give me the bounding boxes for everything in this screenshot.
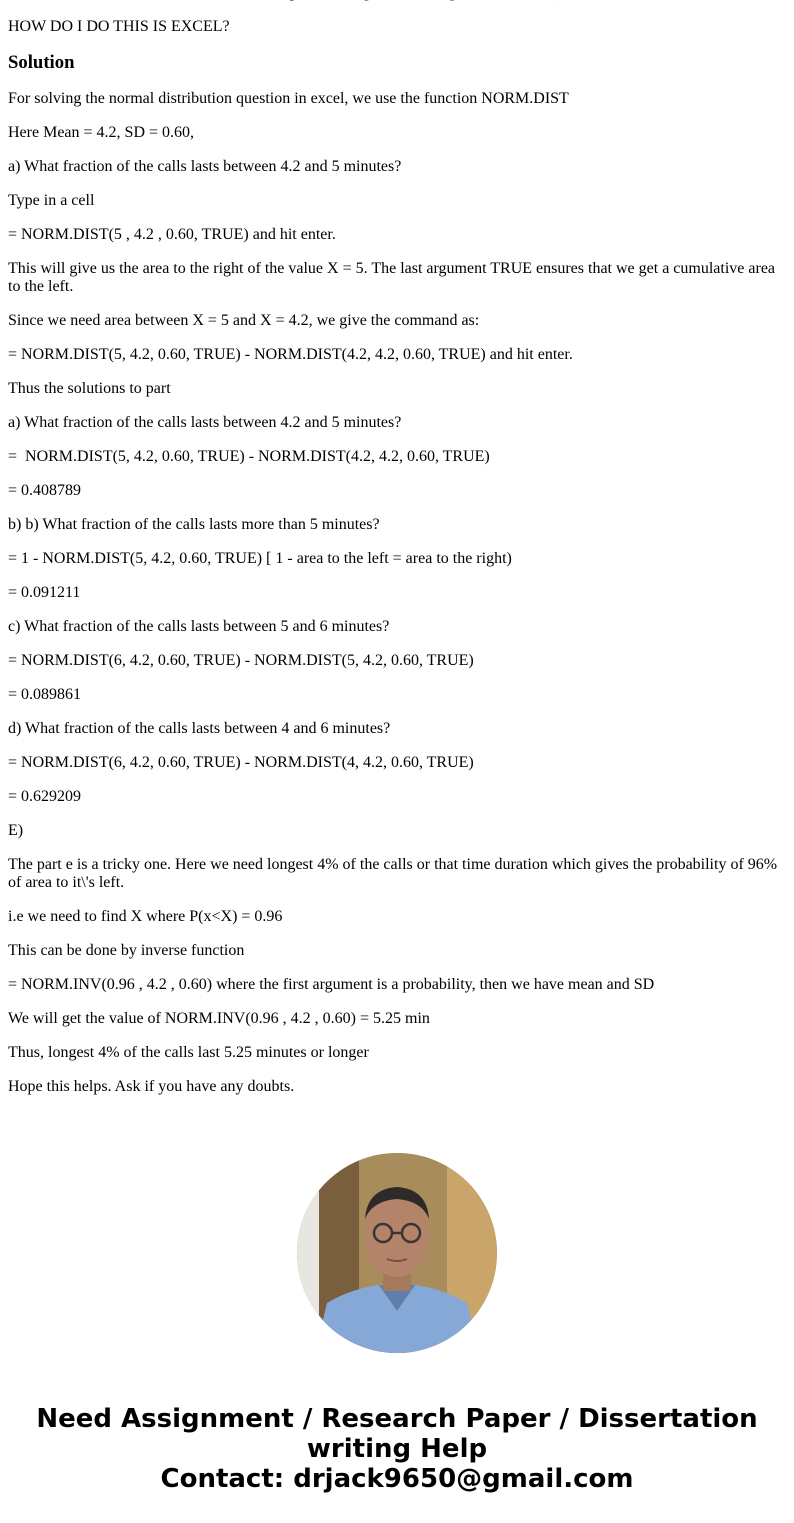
solution-heading: Solution — [8, 52, 75, 73]
solution-line: a) What fraction of the calls lasts between 4.2 and 5 minutes? — [8, 158, 402, 175]
solution-line: Here Mean = 4.2, SD = 0.60, — [8, 124, 195, 141]
solution-line: Hope this helps. Ask if you have any doubts. — [8, 1078, 295, 1095]
solution-line: Since we need area between X = 5 and X = 4.2, we give the command as: — [8, 312, 480, 329]
solution-line: Thus the solutions to part — [8, 380, 171, 397]
promo-line-1: Need Assignment / Research Paper / Dissertation — [36, 1404, 758, 1434]
solution-line: c) What fraction of the calls lasts between 5 and 6 minutes? — [8, 618, 390, 635]
solution-line: = NORM.DIST(5, 4.2, 0.60, TRUE) - NORM.DIST(4.2, 4.2, 0.60, TRUE) — [8, 448, 490, 465]
solution-line: = 0.091211 — [8, 584, 81, 601]
solution-line: = NORM.DIST(5, 4.2, 0.60, TRUE) - NORM.DIST(4.2, 4.2, 0.60, TRUE) and hit enter. — [8, 346, 573, 363]
article-content — [8, 0, 786, 1112]
solution-line: Thus, longest 4% of the calls last 5.25 minutes or longer — [8, 1044, 369, 1061]
solution-line: This can be done by inverse function — [8, 942, 245, 959]
solution-line: = 0.089861 — [8, 686, 82, 703]
solution-line: i.e we need to find X where P(x<X) = 0.96 — [8, 908, 283, 925]
solution-line: = 1 - NORM.DIST(5, 4.2, 0.60, TRUE) [ 1 - area to the left = area to the right) — [8, 550, 512, 567]
solution-line: = 0.408789 — [8, 482, 82, 499]
promo-contact-line: Contact: drjack9650@gmail.com — [160, 1464, 634, 1494]
promo-banner — [0, 1404, 794, 1494]
solution-line: This will give us the area to the right of the value X = 5. The last argument TRUE ensures that we get a cumulative area to the left. — [8, 260, 780, 295]
solution-line: We will get the value of NORM.INV(0.96 , 4.2 , 0.60) = 5.25 min — [8, 1010, 430, 1027]
solution-line: = NORM.DIST(6, 4.2, 0.60, TRUE) - NORM.DIST(4, 4.2, 0.60, TRUE) — [8, 754, 474, 771]
solution-line: = NORM.INV(0.96 , 4.2 , 0.60) where the first argument is a probability, then we have mean and SD — [8, 976, 655, 993]
excel-question: HOW DO I DO THIS IS EXCEL? — [8, 18, 230, 35]
solution-line: = 0.629209 — [8, 788, 82, 805]
solution-line: Type in a cell — [8, 192, 95, 209]
solution-line: a) What fraction of the calls lasts between 4.2 and 5 minutes? — [8, 414, 402, 431]
author-avatar — [297, 1153, 497, 1353]
promo-line-2: writing Help — [306, 1434, 488, 1464]
solution-line: b) b) What fraction of the calls lasts more than 5 minutes? — [8, 516, 380, 533]
solution-line: For solving the normal distribution question in excel, we use the function NORM.DIST — [8, 90, 569, 107]
solution-line: d) What fraction of the calls lasts between 4 and 6 minutes? — [8, 720, 391, 737]
author-photo-illustration — [297, 1153, 497, 1353]
solution-line: The part e is a tricky one. Here we need longest 4% of the calls or that time duration which gives the probability of 96% of area to it\'s left. — [8, 856, 782, 891]
question-cutoff-text — [8, 0, 786, 2]
solution-line: = NORM.DIST(6, 4.2, 0.60, TRUE) - NORM.DIST(5, 4.2, 0.60, TRUE) — [8, 652, 474, 669]
solution-line: E) — [8, 822, 24, 839]
solution-line: = NORM.DIST(5 , 4.2 , 0.60, TRUE) and hit enter. — [8, 226, 336, 243]
